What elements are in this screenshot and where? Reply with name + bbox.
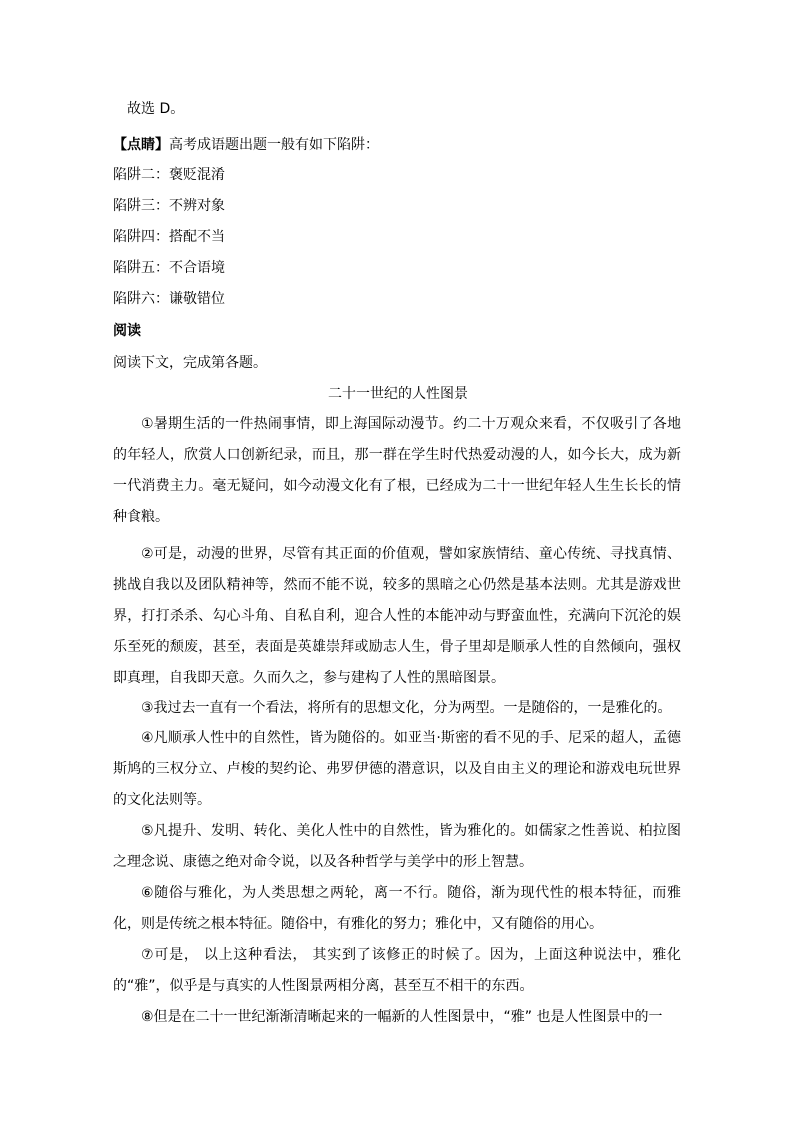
trap-item: 陷阱二：褒贬混淆 xyxy=(113,167,225,183)
article-paragraph: ⑧但是在二十一世纪渐渐清晰起来的一幅新的人性图景中，“雅” 也是人性图景中的一 xyxy=(141,1009,663,1025)
tip-line xyxy=(113,135,379,155)
article-paragraph: ⑦可是， 以上这种看法， 其实到了该修正的时候了。因为，上面这种说法中，雅化的“雅”，似乎是与真实的人性图景两相分离，甚至互不相干的东西。 xyxy=(113,947,681,994)
article-paragraph: ③我过去一直有一个看法，将所有的思想文化，分为两型。一是随俗的，一是雅化的。 xyxy=(141,700,672,716)
instruction: 阅读下文，完成第各题。 xyxy=(113,355,267,371)
trap-item: 陷阱五：不合语境 xyxy=(113,260,225,276)
article-paragraph: ⑥随俗与雅化，为人类思想之两轮，离一不行。随俗，渐为现代性的根本特征，而雅化，则是传统之根本特征。随俗中，有雅化的努力；雅化中，又有随俗的用心。 xyxy=(113,885,681,932)
section-heading: 阅读 xyxy=(113,323,141,339)
trap-item: 陷阱三：不辨对象 xyxy=(113,198,225,214)
tip-label: 【点睛】 xyxy=(113,137,169,153)
article-paragraph: ⑤凡提升、发明、转化、美化人性中的自然性，皆为雅化的。如儒家之性善说、柏拉图之理念说、康德之绝对命令说，以及各种哲学与美学中的形上智慧。 xyxy=(113,823,681,870)
article-title: 二十一世纪的人性图景 xyxy=(328,386,468,402)
article-paragraph: ④凡顺承人性中的自然性，皆为随俗的。如亚当·斯密的看不见的手、尼采的超人，孟德斯鸠的三权分立、卢梭的契约论、弗罗伊德的潜意识，以及自由主义的理论和游戏电玩世界的文化法则等。 xyxy=(113,730,681,808)
answer-line: 故选 D。 xyxy=(127,101,185,117)
article-paragraph: ①暑期生活的一件热闹事情，即上海国际动漫节。约二十万观众来看，不仅吸引了各地的年轻人，欣赏人口创新纪录，而且，那一群在学生时代热爱动漫的人，如今长大，成为新一代消费主力。毫无疑问，如今动漫文化有了根，已经成为二十一世纪年轻人生生长长的情种食粮。 xyxy=(113,416,681,525)
trap-item: 陷阱六：谦敬错位 xyxy=(113,291,225,307)
trap-item: 陷阱四：搭配不当 xyxy=(113,229,225,245)
article-paragraph: ②可是，动漫的世界，尽管有其正面的价值观，譬如家族情结、童心传统、寻找真情、挑战自我以及团队精神等，然而不能不说，较多的黑暗之心仍然是基本法则。尤其是游戏世界，打打杀杀、勾心斗角、自私自利，迎合人性的本能冲动与野蛮血性，充满向下沉沦的娱乐至死的颓废，甚至，表面是英雄崇拜或励志人生，骨子里却是顺承人性的自然倾向，强权即真理，自我即天意。久而久之，参与建构了人性的黑暗图景。 xyxy=(113,546,681,686)
tip-text: 高考成语题出题一般有如下陷阱： xyxy=(169,137,379,153)
